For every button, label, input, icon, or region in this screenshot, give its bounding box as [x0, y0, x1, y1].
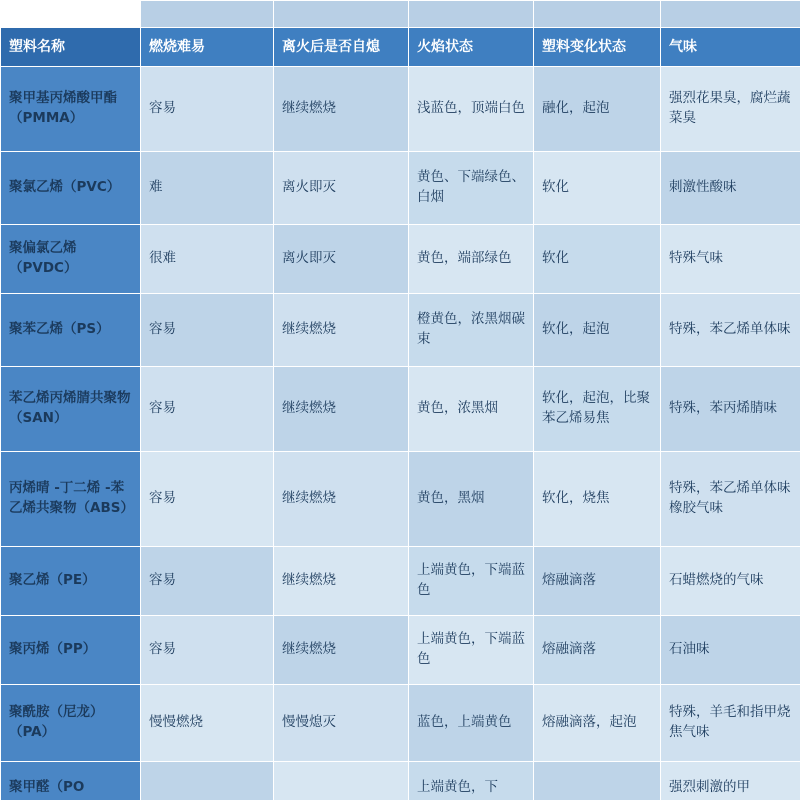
row-flame: 黄色、下端绿色、白烟 — [409, 152, 534, 225]
table-row — [1, 294, 800, 367]
row-ease: 很难 — [141, 225, 274, 294]
row-ease: 容易 — [141, 547, 274, 616]
row-self-extinguish: 慢慢熄灭 — [274, 685, 409, 762]
row-ease: 容易 — [141, 452, 274, 547]
row-odor: 特殊，苯乙烯单体味 — [661, 294, 800, 367]
column-header-change: 塑料变化状态 — [534, 28, 661, 67]
column-header-ease: 燃烧难易 — [141, 28, 274, 67]
row-flame: 上端黄色，下端蓝色 — [409, 547, 534, 616]
row-odor: 特殊，羊毛和指甲烧焦气味 — [661, 685, 800, 762]
table-row — [1, 547, 800, 616]
row-odor: 石油味 — [661, 616, 800, 685]
row-ease: 慢慢燃烧 — [141, 685, 274, 762]
row-ease: 容易 — [141, 616, 274, 685]
table-row — [1, 67, 800, 152]
row-flame: 上端黄色，下 — [409, 762, 534, 800]
column-header-self-extinguish: 离火后是否自熄 — [274, 28, 409, 67]
table-row — [1, 685, 800, 762]
row-flame: 浅蓝色，顶端白色 — [409, 67, 534, 152]
row-self-extinguish: 离火即灭 — [274, 152, 409, 225]
table-row — [1, 616, 800, 685]
table-row — [1, 367, 800, 452]
row-change: 软化，起泡 — [534, 294, 661, 367]
row-flame: 黄色，浓黑烟 — [409, 367, 534, 452]
row-change: 软化 — [534, 225, 661, 294]
row-name: 聚偏氯乙烯（PVDC） — [1, 225, 141, 294]
row-change — [534, 762, 661, 800]
row-odor: 特殊气味 — [661, 225, 800, 294]
row-self-extinguish: 离火即灭 — [274, 225, 409, 294]
row-ease — [141, 762, 274, 800]
table-row-partial — [1, 762, 800, 800]
strip-cell — [274, 1, 409, 28]
strip-cell-blank — [1, 1, 141, 28]
table-top-strip — [1, 1, 800, 28]
table-header-row — [1, 28, 800, 67]
strip-cell — [534, 1, 661, 28]
row-self-extinguish: 继续燃烧 — [274, 547, 409, 616]
row-change: 软化，烧焦 — [534, 452, 661, 547]
column-header-odor: 气味 — [661, 28, 800, 67]
table-row — [1, 452, 800, 547]
table-row — [1, 152, 800, 225]
row-change: 熔融滴落 — [534, 616, 661, 685]
row-self-extinguish: 继续燃烧 — [274, 452, 409, 547]
row-name: 苯乙烯丙烯腈共聚物（SAN） — [1, 367, 141, 452]
row-odor: 强烈刺激的甲 — [661, 762, 800, 800]
row-odor: 刺激性酸味 — [661, 152, 800, 225]
row-change: 熔融滴落 — [534, 547, 661, 616]
row-ease: 难 — [141, 152, 274, 225]
row-flame: 蓝色，上端黄色 — [409, 685, 534, 762]
row-ease: 容易 — [141, 367, 274, 452]
row-odor: 强烈花果臭，腐烂蔬菜臭 — [661, 67, 800, 152]
row-self-extinguish — [274, 762, 409, 800]
row-self-extinguish: 继续燃烧 — [274, 616, 409, 685]
row-odor: 特殊，苯乙烯单体味橡胶气味 — [661, 452, 800, 547]
row-name: 聚甲基丙烯酸甲酯（PMMA） — [1, 67, 141, 152]
row-odor: 石蜡燃烧的气味 — [661, 547, 800, 616]
row-flame: 上端黄色，下端蓝色 — [409, 616, 534, 685]
row-change: 软化，起泡，比聚苯乙烯易焦 — [534, 367, 661, 452]
strip-cell — [141, 1, 274, 28]
table-row — [1, 225, 800, 294]
row-name: 聚乙烯（PE） — [1, 547, 141, 616]
row-name: 聚酰胺（尼龙）（PA） — [1, 685, 141, 762]
row-change: 熔融滴落，起泡 — [534, 685, 661, 762]
strip-cell — [661, 1, 800, 28]
strip-cell — [409, 1, 534, 28]
row-name: 丙烯晴 -丁二烯 -苯乙烯共聚物（ABS） — [1, 452, 141, 547]
row-ease: 容易 — [141, 67, 274, 152]
row-flame: 黄色，黑烟 — [409, 452, 534, 547]
row-name: 聚苯乙烯（PS） — [1, 294, 141, 367]
row-change: 融化，起泡 — [534, 67, 661, 152]
row-name: 聚氯乙烯（PVC） — [1, 152, 141, 225]
row-flame: 橙黄色，浓黑烟碳束 — [409, 294, 534, 367]
column-header-flame: 火焰状态 — [409, 28, 534, 67]
row-self-extinguish: 继续燃烧 — [274, 67, 409, 152]
row-flame: 黄色，端部绿色 — [409, 225, 534, 294]
column-header-name: 塑料名称 — [1, 28, 141, 67]
row-odor: 特殊，苯丙烯腈味 — [661, 367, 800, 452]
row-self-extinguish: 继续燃烧 — [274, 367, 409, 452]
row-name: 聚甲醛（PO — [1, 762, 141, 800]
row-self-extinguish: 继续燃烧 — [274, 294, 409, 367]
row-change: 软化 — [534, 152, 661, 225]
row-name: 聚丙烯（PP） — [1, 616, 141, 685]
row-ease: 容易 — [141, 294, 274, 367]
